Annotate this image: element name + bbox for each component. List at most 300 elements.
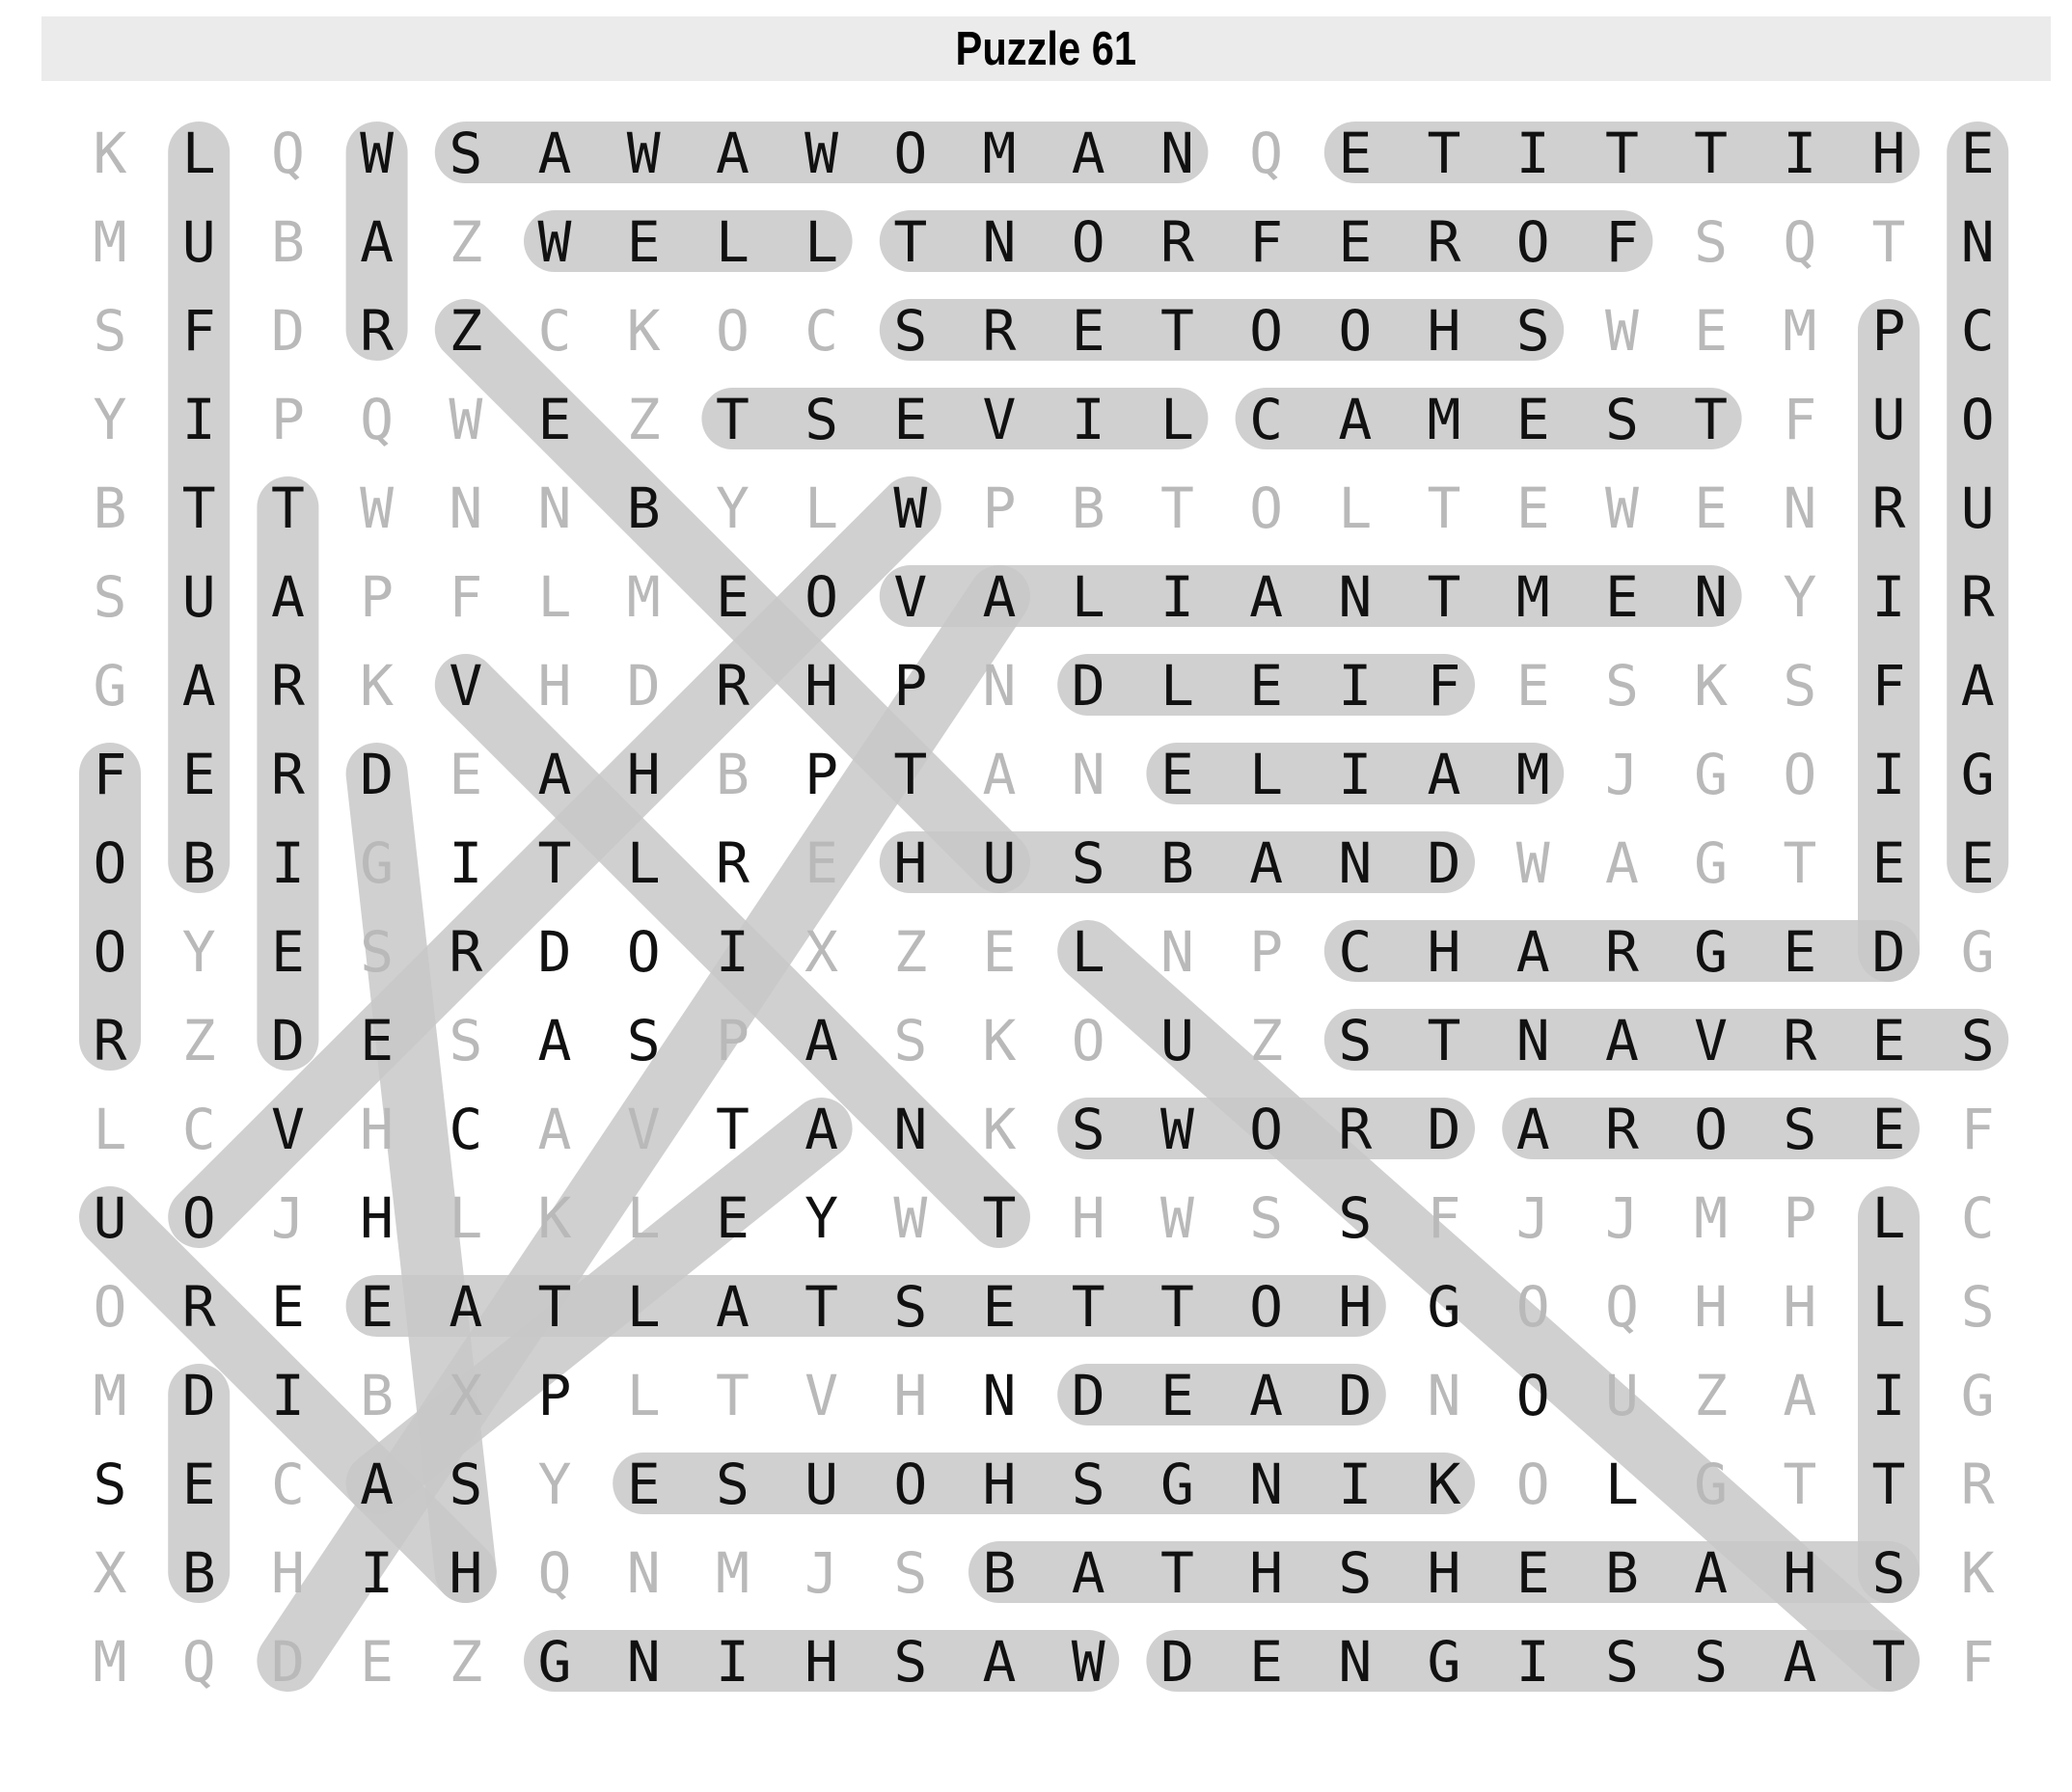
grid-cell-r17-c11[interactable]: W bbox=[1071, 1629, 1105, 1695]
grid-cell-r10-c11[interactable]: O bbox=[1071, 1008, 1105, 1073]
grid-cell-r14-c5[interactable]: P bbox=[537, 1363, 572, 1428]
grid-cell-r0-c5[interactable]: A bbox=[537, 121, 572, 186]
grid-cell-r1-c2[interactable]: B bbox=[270, 209, 305, 275]
grid-cell-r15-c11[interactable]: S bbox=[1071, 1452, 1105, 1517]
grid-cell-r9-c8[interactable]: X bbox=[804, 919, 839, 985]
grid-cell-r10-c5[interactable]: A bbox=[537, 1008, 572, 1073]
grid-cell-r0-c16[interactable]: I bbox=[1515, 121, 1550, 186]
grid-cell-r9-c0[interactable]: O bbox=[93, 919, 127, 985]
grid-cell-r0-c20[interactable]: H bbox=[1871, 121, 1906, 186]
grid-cell-r4-c8[interactable]: L bbox=[804, 475, 839, 541]
grid-cell-r15-c20[interactable]: T bbox=[1871, 1452, 1906, 1517]
grid-cell-r3-c12[interactable]: L bbox=[1159, 387, 1194, 452]
grid-cell-r8-c12[interactable]: B bbox=[1159, 830, 1194, 896]
grid-cell-r8-c8[interactable]: E bbox=[804, 830, 839, 896]
grid-cell-r0-c0[interactable]: K bbox=[93, 121, 127, 186]
grid-cell-r7-c19[interactable]: O bbox=[1783, 742, 1817, 807]
grid-cell-r9-c11[interactable]: L bbox=[1071, 919, 1105, 985]
grid-cell-r10-c16[interactable]: N bbox=[1515, 1008, 1550, 1073]
grid-cell-r1-c8[interactable]: L bbox=[804, 209, 839, 275]
grid-cell-r8-c13[interactable]: A bbox=[1249, 830, 1284, 896]
grid-cell-r17-c3[interactable]: E bbox=[360, 1629, 395, 1695]
grid-cell-r7-c6[interactable]: H bbox=[626, 742, 661, 807]
grid-cell-r15-c17[interactable]: L bbox=[1604, 1452, 1639, 1517]
grid-cell-r12-c2[interactable]: J bbox=[270, 1185, 305, 1251]
grid-cell-r13-c8[interactable]: T bbox=[804, 1274, 839, 1340]
grid-cell-r12-c8[interactable]: Y bbox=[804, 1185, 839, 1251]
grid-cell-r2-c8[interactable]: C bbox=[804, 298, 839, 364]
grid-cell-r11-c2[interactable]: V bbox=[270, 1097, 305, 1162]
grid-cell-r5-c5[interactable]: L bbox=[537, 564, 572, 630]
grid-cell-r12-c4[interactable]: L bbox=[449, 1185, 483, 1251]
grid-cell-r3-c20[interactable]: U bbox=[1871, 387, 1906, 452]
grid-cell-r12-c20[interactable]: L bbox=[1871, 1185, 1906, 1251]
grid-cell-r16-c14[interactable]: S bbox=[1338, 1540, 1373, 1606]
grid-cell-r9-c6[interactable]: O bbox=[626, 919, 661, 985]
grid-cell-r16-c12[interactable]: T bbox=[1159, 1540, 1194, 1606]
grid-cell-r13-c1[interactable]: R bbox=[181, 1274, 216, 1340]
grid-cell-r2-c9[interactable]: S bbox=[893, 298, 928, 364]
grid-cell-r1-c13[interactable]: F bbox=[1249, 209, 1284, 275]
grid-cell-r13-c0[interactable]: O bbox=[93, 1274, 127, 1340]
grid-cell-r3-c15[interactable]: M bbox=[1427, 387, 1461, 452]
grid-cell-r9-c12[interactable]: N bbox=[1159, 919, 1194, 985]
grid-cell-r9-c1[interactable]: Y bbox=[181, 919, 216, 985]
grid-cell-r8-c11[interactable]: S bbox=[1071, 830, 1105, 896]
grid-cell-r0-c21[interactable]: E bbox=[1960, 121, 1995, 186]
grid-cell-r2-c5[interactable]: C bbox=[537, 298, 572, 364]
grid-cell-r0-c14[interactable]: E bbox=[1338, 121, 1373, 186]
grid-cell-r14-c19[interactable]: A bbox=[1783, 1363, 1817, 1428]
grid-cell-r16-c4[interactable]: H bbox=[449, 1540, 483, 1606]
grid-cell-r11-c14[interactable]: R bbox=[1338, 1097, 1373, 1162]
grid-cell-r7-c14[interactable]: I bbox=[1338, 742, 1373, 807]
grid-cell-r9-c20[interactable]: D bbox=[1871, 919, 1906, 985]
grid-cell-r3-c1[interactable]: I bbox=[181, 387, 216, 452]
grid-cell-r5-c13[interactable]: A bbox=[1249, 564, 1284, 630]
grid-cell-r10-c3[interactable]: E bbox=[360, 1008, 395, 1073]
grid-cell-r9-c7[interactable]: I bbox=[715, 919, 750, 985]
grid-cell-r15-c5[interactable]: Y bbox=[537, 1452, 572, 1517]
grid-cell-r6-c9[interactable]: P bbox=[893, 653, 928, 719]
grid-cell-r14-c21[interactable]: G bbox=[1960, 1363, 1995, 1428]
grid-cell-r12-c10[interactable]: T bbox=[982, 1185, 1017, 1251]
grid-cell-r14-c10[interactable]: N bbox=[982, 1363, 1017, 1428]
grid-cell-r9-c4[interactable]: R bbox=[449, 919, 483, 985]
grid-cell-r0-c9[interactable]: O bbox=[893, 121, 928, 186]
grid-cell-r17-c14[interactable]: N bbox=[1338, 1629, 1373, 1695]
grid-cell-r2-c2[interactable]: D bbox=[270, 298, 305, 364]
grid-cell-r7-c9[interactable]: T bbox=[893, 742, 928, 807]
grid-cell-r16-c13[interactable]: H bbox=[1249, 1540, 1284, 1606]
grid-cell-r15-c7[interactable]: S bbox=[715, 1452, 750, 1517]
grid-cell-r17-c0[interactable]: M bbox=[93, 1629, 127, 1695]
grid-cell-r8-c19[interactable]: T bbox=[1783, 830, 1817, 896]
grid-cell-r13-c21[interactable]: S bbox=[1960, 1274, 1995, 1340]
grid-cell-r13-c3[interactable]: E bbox=[360, 1274, 395, 1340]
grid-cell-r1-c14[interactable]: E bbox=[1338, 209, 1373, 275]
grid-cell-r14-c11[interactable]: D bbox=[1071, 1363, 1105, 1428]
grid-cell-r1-c0[interactable]: M bbox=[93, 209, 127, 275]
grid-cell-r13-c11[interactable]: T bbox=[1071, 1274, 1105, 1340]
grid-cell-r17-c7[interactable]: I bbox=[715, 1629, 750, 1695]
grid-cell-r15-c16[interactable]: O bbox=[1515, 1452, 1550, 1517]
grid-cell-r8-c20[interactable]: E bbox=[1871, 830, 1906, 896]
grid-cell-r16-c11[interactable]: A bbox=[1071, 1540, 1105, 1606]
grid-cell-r7-c15[interactable]: A bbox=[1427, 742, 1461, 807]
grid-cell-r5-c18[interactable]: N bbox=[1694, 564, 1729, 630]
grid-cell-r0-c12[interactable]: N bbox=[1159, 121, 1194, 186]
grid-cell-r5-c7[interactable]: E bbox=[715, 564, 750, 630]
grid-cell-r0-c8[interactable]: W bbox=[804, 121, 839, 186]
grid-cell-r13-c12[interactable]: T bbox=[1159, 1274, 1194, 1340]
grid-cell-r7-c1[interactable]: E bbox=[181, 742, 216, 807]
grid-cell-r6-c5[interactable]: H bbox=[537, 653, 572, 719]
grid-cell-r12-c13[interactable]: S bbox=[1249, 1185, 1284, 1251]
grid-cell-r6-c10[interactable]: N bbox=[982, 653, 1017, 719]
grid-cell-r11-c6[interactable]: V bbox=[626, 1097, 661, 1162]
grid-cell-r6-c3[interactable]: K bbox=[360, 653, 395, 719]
grid-cell-r12-c15[interactable]: F bbox=[1427, 1185, 1461, 1251]
grid-cell-r10-c1[interactable]: Z bbox=[181, 1008, 216, 1073]
grid-cell-r11-c5[interactable]: A bbox=[537, 1097, 572, 1162]
grid-cell-r1-c18[interactable]: S bbox=[1694, 209, 1729, 275]
grid-cell-r17-c13[interactable]: E bbox=[1249, 1629, 1284, 1695]
grid-cell-r7-c2[interactable]: R bbox=[270, 742, 305, 807]
grid-cell-r17-c1[interactable]: Q bbox=[181, 1629, 216, 1695]
grid-cell-r12-c12[interactable]: W bbox=[1159, 1185, 1194, 1251]
grid-cell-r3-c17[interactable]: S bbox=[1604, 387, 1639, 452]
grid-cell-r4-c0[interactable]: B bbox=[93, 475, 127, 541]
grid-cell-r7-c5[interactable]: A bbox=[537, 742, 572, 807]
grid-cell-r17-c15[interactable]: G bbox=[1427, 1629, 1461, 1695]
grid-cell-r4-c13[interactable]: O bbox=[1249, 475, 1284, 541]
grid-cell-r12-c18[interactable]: M bbox=[1694, 1185, 1729, 1251]
grid-cell-r5-c4[interactable]: F bbox=[449, 564, 483, 630]
grid-cell-r15-c19[interactable]: T bbox=[1783, 1452, 1817, 1517]
grid-cell-r0-c2[interactable]: Q bbox=[270, 121, 305, 186]
grid-cell-r14-c13[interactable]: A bbox=[1249, 1363, 1284, 1428]
grid-cell-r7-c17[interactable]: J bbox=[1604, 742, 1639, 807]
grid-cell-r0-c17[interactable]: T bbox=[1604, 121, 1639, 186]
grid-cell-r4-c5[interactable]: N bbox=[537, 475, 572, 541]
grid-cell-r13-c2[interactable]: E bbox=[270, 1274, 305, 1340]
grid-cell-r11-c1[interactable]: C bbox=[181, 1097, 216, 1162]
grid-cell-r8-c9[interactable]: H bbox=[893, 830, 928, 896]
grid-cell-r3-c18[interactable]: T bbox=[1694, 387, 1729, 452]
grid-cell-r1-c4[interactable]: Z bbox=[449, 209, 483, 275]
grid-cell-r10-c7[interactable]: P bbox=[715, 1008, 750, 1073]
grid-cell-r3-c11[interactable]: I bbox=[1071, 387, 1105, 452]
grid-cell-r8-c0[interactable]: O bbox=[93, 830, 127, 896]
grid-cell-r11-c3[interactable]: H bbox=[360, 1097, 395, 1162]
grid-cell-r11-c17[interactable]: R bbox=[1604, 1097, 1639, 1162]
grid-cell-r5-c20[interactable]: I bbox=[1871, 564, 1906, 630]
grid-cell-r9-c14[interactable]: C bbox=[1338, 919, 1373, 985]
grid-cell-r7-c18[interactable]: G bbox=[1694, 742, 1729, 807]
grid-cell-r14-c16[interactable]: O bbox=[1515, 1363, 1550, 1428]
grid-cell-r2-c21[interactable]: C bbox=[1960, 298, 1995, 364]
grid-cell-r11-c13[interactable]: O bbox=[1249, 1097, 1284, 1162]
grid-cell-r14-c20[interactable]: I bbox=[1871, 1363, 1906, 1428]
grid-cell-r2-c19[interactable]: M bbox=[1783, 298, 1817, 364]
grid-cell-r9-c19[interactable]: E bbox=[1783, 919, 1817, 985]
grid-cell-r11-c18[interactable]: O bbox=[1694, 1097, 1729, 1162]
grid-cell-r17-c18[interactable]: S bbox=[1694, 1629, 1729, 1695]
grid-cell-r17-c10[interactable]: A bbox=[982, 1629, 1017, 1695]
grid-cell-r2-c4[interactable]: Z bbox=[449, 298, 483, 364]
grid-cell-r5-c10[interactable]: A bbox=[982, 564, 1017, 630]
grid-cell-r9-c15[interactable]: H bbox=[1427, 919, 1461, 985]
grid-cell-r9-c13[interactable]: P bbox=[1249, 919, 1284, 985]
grid-cell-r15-c0[interactable]: S bbox=[93, 1452, 127, 1517]
grid-cell-r2-c7[interactable]: O bbox=[715, 298, 750, 364]
grid-cell-r16-c9[interactable]: S bbox=[893, 1540, 928, 1606]
grid-cell-r13-c14[interactable]: H bbox=[1338, 1274, 1373, 1340]
grid-cell-r16-c6[interactable]: N bbox=[626, 1540, 661, 1606]
grid-cell-r16-c20[interactable]: S bbox=[1871, 1540, 1906, 1606]
grid-cell-r11-c9[interactable]: N bbox=[893, 1097, 928, 1162]
grid-cell-r14-c14[interactable]: D bbox=[1338, 1363, 1373, 1428]
grid-cell-r7-c4[interactable]: E bbox=[449, 742, 483, 807]
grid-cell-r8-c16[interactable]: W bbox=[1515, 830, 1550, 896]
grid-cell-r10-c17[interactable]: A bbox=[1604, 1008, 1639, 1073]
grid-cell-r13-c19[interactable]: H bbox=[1783, 1274, 1817, 1340]
grid-cell-r2-c15[interactable]: H bbox=[1427, 298, 1461, 364]
grid-cell-r6-c14[interactable]: I bbox=[1338, 653, 1373, 719]
grid-cell-r0-c13[interactable]: Q bbox=[1249, 121, 1284, 186]
grid-cell-r6-c0[interactable]: G bbox=[93, 653, 127, 719]
grid-cell-r4-c15[interactable]: T bbox=[1427, 475, 1461, 541]
grid-cell-r3-c8[interactable]: S bbox=[804, 387, 839, 452]
grid-cell-r17-c5[interactable]: G bbox=[537, 1629, 572, 1695]
grid-cell-r12-c9[interactable]: W bbox=[893, 1185, 928, 1251]
grid-cell-r10-c9[interactable]: S bbox=[893, 1008, 928, 1073]
grid-cell-r7-c13[interactable]: L bbox=[1249, 742, 1284, 807]
grid-cell-r0-c19[interactable]: I bbox=[1783, 121, 1817, 186]
grid-cell-r16-c10[interactable]: B bbox=[982, 1540, 1017, 1606]
grid-cell-r15-c14[interactable]: I bbox=[1338, 1452, 1373, 1517]
grid-cell-r10-c4[interactable]: S bbox=[449, 1008, 483, 1073]
grid-cell-r9-c2[interactable]: E bbox=[270, 919, 305, 985]
grid-cell-r16-c16[interactable]: E bbox=[1515, 1540, 1550, 1606]
grid-cell-r13-c5[interactable]: T bbox=[537, 1274, 572, 1340]
grid-cell-r13-c13[interactable]: O bbox=[1249, 1274, 1284, 1340]
grid-cell-r3-c6[interactable]: Z bbox=[626, 387, 661, 452]
grid-cell-r13-c18[interactable]: H bbox=[1694, 1274, 1729, 1340]
grid-cell-r5-c9[interactable]: V bbox=[893, 564, 928, 630]
grid-cell-r8-c2[interactable]: I bbox=[270, 830, 305, 896]
grid-cell-r7-c20[interactable]: I bbox=[1871, 742, 1906, 807]
grid-cell-r6-c16[interactable]: E bbox=[1515, 653, 1550, 719]
grid-cell-r12-c6[interactable]: L bbox=[626, 1185, 661, 1251]
grid-cell-r8-c17[interactable]: A bbox=[1604, 830, 1639, 896]
grid-cell-r11-c4[interactable]: C bbox=[449, 1097, 483, 1162]
grid-cell-r8-c21[interactable]: E bbox=[1960, 830, 1995, 896]
grid-cell-r6-c7[interactable]: R bbox=[715, 653, 750, 719]
grid-cell-r4-c21[interactable]: U bbox=[1960, 475, 1995, 541]
grid-cell-r5-c15[interactable]: T bbox=[1427, 564, 1461, 630]
grid-cell-r6-c1[interactable]: A bbox=[181, 653, 216, 719]
grid-cell-r6-c20[interactable]: F bbox=[1871, 653, 1906, 719]
grid-cell-r13-c15[interactable]: G bbox=[1427, 1274, 1461, 1340]
grid-cell-r4-c4[interactable]: N bbox=[449, 475, 483, 541]
grid-cell-r14-c2[interactable]: I bbox=[270, 1363, 305, 1428]
grid-cell-r17-c19[interactable]: A bbox=[1783, 1629, 1817, 1695]
grid-cell-r14-c6[interactable]: L bbox=[626, 1363, 661, 1428]
grid-cell-r12-c17[interactable]: J bbox=[1604, 1185, 1639, 1251]
grid-cell-r3-c9[interactable]: E bbox=[893, 387, 928, 452]
grid-cell-r14-c17[interactable]: U bbox=[1604, 1363, 1639, 1428]
grid-cell-r5-c21[interactable]: R bbox=[1960, 564, 1995, 630]
grid-cell-r11-c20[interactable]: E bbox=[1871, 1097, 1906, 1162]
grid-cell-r0-c1[interactable]: L bbox=[181, 121, 216, 186]
grid-cell-r16-c18[interactable]: A bbox=[1694, 1540, 1729, 1606]
grid-cell-r15-c9[interactable]: O bbox=[893, 1452, 928, 1517]
grid-cell-r14-c8[interactable]: V bbox=[804, 1363, 839, 1428]
grid-cell-r12-c19[interactable]: P bbox=[1783, 1185, 1817, 1251]
grid-cell-r2-c3[interactable]: R bbox=[360, 298, 395, 364]
grid-cell-r7-c12[interactable]: E bbox=[1159, 742, 1194, 807]
grid-cell-r10-c21[interactable]: S bbox=[1960, 1008, 1995, 1073]
grid-cell-r1-c9[interactable]: T bbox=[893, 209, 928, 275]
grid-cell-r2-c13[interactable]: O bbox=[1249, 298, 1284, 364]
grid-cell-r1-c11[interactable]: O bbox=[1071, 209, 1105, 275]
grid-cell-r15-c21[interactable]: R bbox=[1960, 1452, 1995, 1517]
grid-cell-r14-c9[interactable]: H bbox=[893, 1363, 928, 1428]
grid-cell-r10-c15[interactable]: T bbox=[1427, 1008, 1461, 1073]
grid-cell-r13-c4[interactable]: A bbox=[449, 1274, 483, 1340]
grid-cell-r16-c8[interactable]: J bbox=[804, 1540, 839, 1606]
grid-cell-r13-c10[interactable]: E bbox=[982, 1274, 1017, 1340]
grid-cell-r3-c19[interactable]: F bbox=[1783, 387, 1817, 452]
grid-cell-r2-c6[interactable]: K bbox=[626, 298, 661, 364]
grid-cell-r3-c0[interactable]: Y bbox=[93, 387, 127, 452]
grid-cell-r15-c6[interactable]: E bbox=[626, 1452, 661, 1517]
grid-cell-r7-c11[interactable]: N bbox=[1071, 742, 1105, 807]
grid-cell-r16-c19[interactable]: H bbox=[1783, 1540, 1817, 1606]
grid-cell-r5-c0[interactable]: S bbox=[93, 564, 127, 630]
grid-cell-r0-c3[interactable]: W bbox=[360, 121, 395, 186]
grid-cell-r6-c19[interactable]: S bbox=[1783, 653, 1817, 719]
grid-cell-r8-c4[interactable]: I bbox=[449, 830, 483, 896]
grid-cell-r3-c21[interactable]: O bbox=[1960, 387, 1995, 452]
grid-cell-r0-c15[interactable]: T bbox=[1427, 121, 1461, 186]
grid-cell-r3-c3[interactable]: Q bbox=[360, 387, 395, 452]
grid-cell-r11-c12[interactable]: W bbox=[1159, 1097, 1194, 1162]
grid-cell-r16-c15[interactable]: H bbox=[1427, 1540, 1461, 1606]
grid-cell-r10-c10[interactable]: K bbox=[982, 1008, 1017, 1073]
grid-cell-r14-c15[interactable]: N bbox=[1427, 1363, 1461, 1428]
grid-cell-r14-c1[interactable]: D bbox=[181, 1363, 216, 1428]
grid-cell-r4-c16[interactable]: E bbox=[1515, 475, 1550, 541]
grid-cell-r13-c9[interactable]: S bbox=[893, 1274, 928, 1340]
grid-cell-r1-c19[interactable]: Q bbox=[1783, 209, 1817, 275]
grid-cell-r9-c3[interactable]: S bbox=[360, 919, 395, 985]
grid-cell-r10-c12[interactable]: U bbox=[1159, 1008, 1194, 1073]
grid-cell-r6-c4[interactable]: V bbox=[449, 653, 483, 719]
grid-cell-r8-c15[interactable]: D bbox=[1427, 830, 1461, 896]
grid-cell-r10-c13[interactable]: Z bbox=[1249, 1008, 1284, 1073]
grid-cell-r4-c2[interactable]: T bbox=[270, 475, 305, 541]
grid-cell-r4-c12[interactable]: T bbox=[1159, 475, 1194, 541]
grid-cell-r9-c16[interactable]: A bbox=[1515, 919, 1550, 985]
grid-cell-r5-c8[interactable]: O bbox=[804, 564, 839, 630]
grid-cell-r2-c20[interactable]: P bbox=[1871, 298, 1906, 364]
grid-cell-r7-c21[interactable]: G bbox=[1960, 742, 1995, 807]
grid-cell-r6-c6[interactable]: D bbox=[626, 653, 661, 719]
grid-cell-r8-c6[interactable]: L bbox=[626, 830, 661, 896]
grid-cell-r7-c10[interactable]: A bbox=[982, 742, 1017, 807]
grid-cell-r2-c17[interactable]: W bbox=[1604, 298, 1639, 364]
grid-cell-r15-c4[interactable]: S bbox=[449, 1452, 483, 1517]
grid-cell-r8-c5[interactable]: T bbox=[537, 830, 572, 896]
grid-cell-r1-c20[interactable]: T bbox=[1871, 209, 1906, 275]
grid-cell-r4-c18[interactable]: E bbox=[1694, 475, 1729, 541]
grid-cell-r13-c20[interactable]: L bbox=[1871, 1274, 1906, 1340]
grid-cell-r5-c2[interactable]: A bbox=[270, 564, 305, 630]
grid-cell-r2-c11[interactable]: E bbox=[1071, 298, 1105, 364]
grid-cell-r9-c21[interactable]: G bbox=[1960, 919, 1995, 985]
grid-cell-r2-c14[interactable]: O bbox=[1338, 298, 1373, 364]
grid-cell-r1-c5[interactable]: W bbox=[537, 209, 572, 275]
grid-cell-r11-c21[interactable]: F bbox=[1960, 1097, 1995, 1162]
grid-cell-r17-c16[interactable]: I bbox=[1515, 1629, 1550, 1695]
grid-cell-r15-c10[interactable]: H bbox=[982, 1452, 1017, 1517]
grid-cell-r6-c18[interactable]: K bbox=[1694, 653, 1729, 719]
grid-cell-r0-c18[interactable]: T bbox=[1694, 121, 1729, 186]
grid-cell-r5-c14[interactable]: N bbox=[1338, 564, 1373, 630]
grid-cell-r5-c11[interactable]: L bbox=[1071, 564, 1105, 630]
grid-cell-r7-c3[interactable]: D bbox=[360, 742, 395, 807]
grid-cell-r8-c10[interactable]: U bbox=[982, 830, 1017, 896]
grid-cell-r1-c10[interactable]: N bbox=[982, 209, 1017, 275]
grid-cell-r6-c17[interactable]: S bbox=[1604, 653, 1639, 719]
grid-cell-r17-c17[interactable]: S bbox=[1604, 1629, 1639, 1695]
grid-cell-r16-c17[interactable]: B bbox=[1604, 1540, 1639, 1606]
grid-cell-r14-c7[interactable]: T bbox=[715, 1363, 750, 1428]
grid-cell-r14-c18[interactable]: Z bbox=[1694, 1363, 1729, 1428]
grid-cell-r1-c16[interactable]: O bbox=[1515, 209, 1550, 275]
grid-cell-r11-c11[interactable]: S bbox=[1071, 1097, 1105, 1162]
grid-cell-r1-c1[interactable]: U bbox=[181, 209, 216, 275]
grid-cell-r6-c21[interactable]: A bbox=[1960, 653, 1995, 719]
grid-cell-r11-c15[interactable]: D bbox=[1427, 1097, 1461, 1162]
grid-cell-r9-c18[interactable]: G bbox=[1694, 919, 1729, 985]
grid-cell-r10-c20[interactable]: E bbox=[1871, 1008, 1906, 1073]
grid-cell-r12-c21[interactable]: C bbox=[1960, 1185, 1995, 1251]
grid-cell-r15-c3[interactable]: A bbox=[360, 1452, 395, 1517]
grid-cell-r5-c1[interactable]: U bbox=[181, 564, 216, 630]
grid-cell-r9-c9[interactable]: Z bbox=[893, 919, 928, 985]
grid-cell-r0-c4[interactable]: S bbox=[449, 121, 483, 186]
grid-cell-r5-c6[interactable]: M bbox=[626, 564, 661, 630]
grid-cell-r4-c17[interactable]: W bbox=[1604, 475, 1639, 541]
grid-cell-r16-c1[interactable]: B bbox=[181, 1540, 216, 1606]
grid-cell-r13-c6[interactable]: L bbox=[626, 1274, 661, 1340]
grid-cell-r4-c10[interactable]: P bbox=[982, 475, 1017, 541]
grid-cell-r6-c11[interactable]: D bbox=[1071, 653, 1105, 719]
grid-cell-r3-c7[interactable]: T bbox=[715, 387, 750, 452]
grid-cell-r13-c7[interactable]: A bbox=[715, 1274, 750, 1340]
grid-cell-r1-c21[interactable]: N bbox=[1960, 209, 1995, 275]
grid-cell-r2-c10[interactable]: R bbox=[982, 298, 1017, 364]
grid-cell-r10-c6[interactable]: S bbox=[626, 1008, 661, 1073]
grid-cell-r1-c6[interactable]: E bbox=[626, 209, 661, 275]
grid-cell-r4-c9[interactable]: W bbox=[893, 475, 928, 541]
grid-cell-r4-c11[interactable]: B bbox=[1071, 475, 1105, 541]
grid-cell-r3-c16[interactable]: E bbox=[1515, 387, 1550, 452]
